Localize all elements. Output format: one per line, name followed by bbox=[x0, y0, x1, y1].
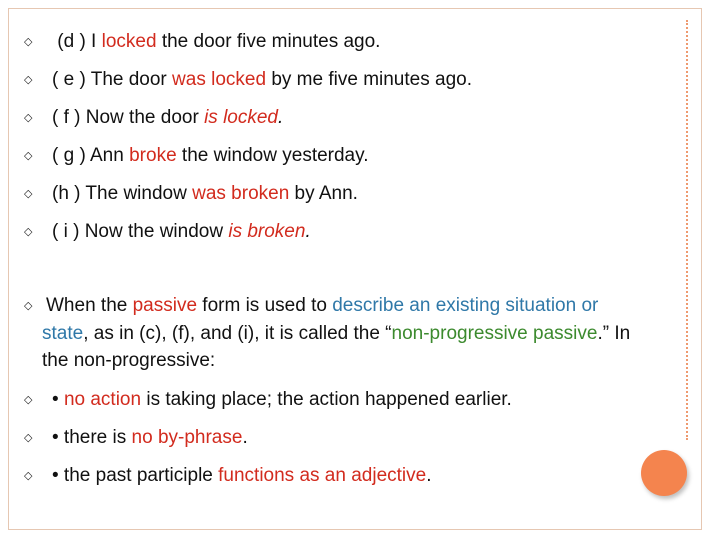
example-text: (d ) I bbox=[52, 31, 102, 52]
point-line-no-action bbox=[24, 388, 512, 412]
point-text: is taking place; the action happened earlier. bbox=[141, 389, 512, 410]
explanation-highlight-term: non-progressive passive bbox=[391, 323, 598, 344]
point-text: • there is bbox=[52, 427, 132, 448]
example-text: the door five minutes ago. bbox=[156, 31, 381, 52]
example-line-g bbox=[24, 144, 369, 168]
example-text: ( g ) Ann bbox=[52, 145, 130, 166]
explanation-highlight-passive: passive bbox=[132, 295, 198, 316]
explanation-highlight-state: describe an existing situation or state bbox=[42, 295, 599, 344]
point-text: . bbox=[426, 465, 432, 486]
example-highlight: was broken bbox=[192, 183, 290, 204]
explanation-text: When the bbox=[46, 295, 133, 316]
example-highlight: was locked bbox=[172, 69, 267, 90]
example-text: ( i ) Now the window bbox=[52, 221, 229, 242]
example-text: (h ) The window bbox=[52, 183, 193, 204]
point-line-adjective bbox=[24, 464, 432, 488]
example-text: the window yesterday. bbox=[176, 145, 369, 166]
example-highlight: is locked bbox=[204, 107, 278, 128]
diamond-bullet-icon: ◇ bbox=[24, 394, 33, 406]
point-highlight: no by-phrase bbox=[131, 427, 243, 448]
explanation-paragraph bbox=[24, 292, 642, 374]
diamond-bullet-icon: ◇ bbox=[24, 150, 33, 162]
point-text: • the past participle bbox=[52, 465, 219, 486]
example-highlight: locked bbox=[101, 31, 157, 52]
diamond-bullet-icon: ◇ bbox=[24, 188, 33, 200]
diamond-bullet-icon: ◇ bbox=[24, 112, 33, 124]
diamond-bullet-icon: ◇ bbox=[24, 74, 33, 86]
example-text: by me five minutes ago. bbox=[266, 69, 472, 90]
example-line-e bbox=[24, 68, 472, 92]
point-highlight: functions as an adjective bbox=[218, 465, 427, 486]
diamond-bullet-icon: ◇ bbox=[24, 300, 33, 312]
example-text: by Ann. bbox=[289, 183, 358, 204]
example-highlight: is broken bbox=[228, 221, 306, 242]
point-text: • bbox=[52, 389, 64, 410]
diamond-bullet-icon: ◇ bbox=[24, 432, 33, 444]
diamond-bullet-icon: ◇ bbox=[24, 36, 33, 48]
diamond-bullet-icon: ◇ bbox=[24, 226, 33, 238]
example-text: ( f ) Now the door bbox=[52, 107, 205, 128]
point-highlight: no action bbox=[63, 389, 142, 410]
decorative-dotted-line bbox=[686, 20, 694, 440]
example-text: ( e ) The door bbox=[52, 69, 173, 90]
explanation-text: , as in (c), (f), and (i), it is called the “ bbox=[83, 323, 392, 344]
example-text: . bbox=[277, 107, 284, 128]
decorative-orange-circle bbox=[641, 450, 687, 496]
example-text: . bbox=[305, 221, 311, 242]
explanation-text: form is used to bbox=[197, 295, 333, 316]
example-line-i bbox=[24, 220, 311, 244]
point-line-no-by-phrase bbox=[24, 426, 248, 450]
diamond-bullet-icon: ◇ bbox=[24, 470, 33, 482]
example-line-h bbox=[24, 182, 358, 206]
explanation-text: .” In the non-progressive: bbox=[42, 323, 631, 371]
example-line-f bbox=[24, 106, 283, 130]
example-line-d bbox=[24, 30, 380, 54]
example-highlight: broke bbox=[129, 145, 177, 166]
point-text: . bbox=[242, 427, 248, 448]
